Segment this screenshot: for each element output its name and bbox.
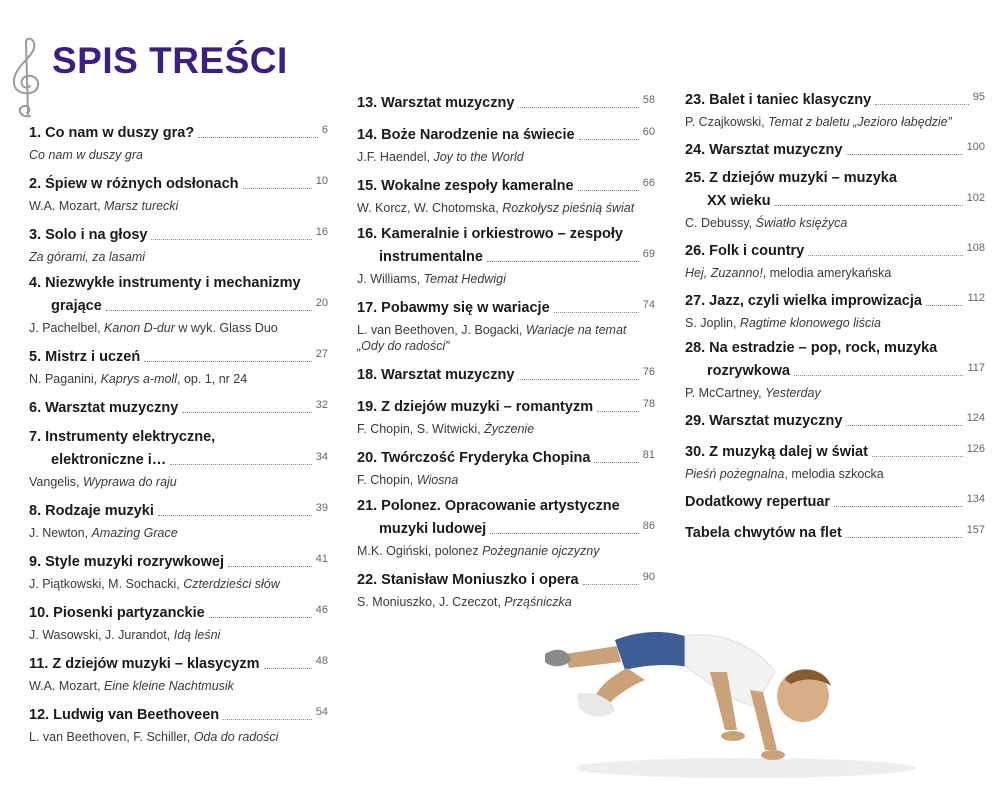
toc-entry [685,439,985,482]
toc-entry [357,295,655,354]
toc-entry [29,600,328,643]
toc-entry-title: Tabela chwytów na flet [685,525,842,541]
breakdancing-boy-photo [535,610,925,785]
toc-entry-title: 15. Wokalne zespoły kameralne [357,178,574,194]
toc-entry-repertoire [29,474,328,490]
toc-entry [357,394,655,437]
composer-credit: J. Williams, [357,272,424,286]
piece-title: Oda do radości [193,730,279,744]
page-number: 41 [315,553,328,565]
toc-entry-title: muzyki ludowej [379,521,487,537]
toc-entry [685,520,985,543]
toc-entry-repertoire [685,315,985,331]
toc-entry-repertoire [357,472,655,488]
dot-leader [170,464,312,465]
composer-credit: , op. 1, nr 24 [177,372,248,386]
composer-credit: W. Korcz, W. Chotomska, [357,201,503,215]
toc-column-2 [357,90,655,618]
toc-entry-repertoire [685,466,985,482]
piece-title: Eine kleine Nachtmusik [104,679,234,693]
toc-entry-title: 11. Z dziejów muzyki – klasycyzm [29,656,260,672]
dot-leader [198,137,318,138]
composer-credit: J.F. Haendel, [357,150,434,164]
page-number: 16 [315,226,328,238]
page-number: 60 [642,126,655,138]
composer-credit: J. Wasowski, J. Jurandot, [29,628,174,642]
page-number: 112 [967,292,985,304]
dot-leader [490,533,639,534]
treble-clef-icon [6,34,50,120]
toc-entry-title: 8. Rodzaje muzyki [29,503,154,519]
toc-entry-title: 3. Solo i na głosy [29,227,148,243]
toc-entry-title: 18. Warsztat muzyczny [357,367,515,383]
page-number: 32 [315,399,328,411]
page-number: 20 [315,297,328,309]
composer-credit: C. Debussy, [685,216,756,230]
composer-credit: , melodia amerykańska [762,266,892,280]
page-number: 34 [315,451,328,463]
toc-entry-title: 13. Warsztat muzyczny [357,95,515,111]
piece-title: Pożegnanie ojczyzny [482,544,600,558]
toc-entry-title: 5. Mistrz i uczeń [29,349,141,365]
composer-credit: N. Paganini, [29,372,101,386]
dot-leader [182,412,311,413]
dot-leader [209,617,312,618]
piece-title: Wiosna [416,473,459,487]
dot-leader [594,462,638,463]
piece-title: Wyprawa do raju [82,475,177,489]
toc-entry-repertoire [29,627,328,643]
toc-entry [685,288,985,331]
toc-entry-repertoire [357,271,655,287]
toc-entry-title: 16. Kameralnie i orkiestrowo – zespoły [357,226,623,242]
toc-entry [29,344,328,387]
toc-entry [685,408,985,431]
toc-entry-repertoire [29,576,328,592]
toc-entry-title: 17. Pobawmy się w wariacje [357,300,550,316]
toc-entry-repertoire [357,594,655,610]
dot-leader [834,506,963,507]
page-number: 48 [315,655,328,667]
toc-entry [29,171,328,214]
toc-column-3 [685,87,985,551]
toc-entry [357,445,655,488]
page-number: 58 [642,94,655,106]
page-number: 74 [642,299,655,311]
toc-entry-title: 25. Z dziejów muzyki – muzyka [685,170,897,186]
composer-credit: L. van Beethoven, J. Bogacki, [357,323,526,337]
toc-entry-title: rozrywkowa [707,363,790,379]
dot-leader [144,361,312,362]
composer-credit: L. van Beethoven, F. Schiller, [29,730,194,744]
toc-entry-title: 24. Warsztat muzyczny [685,142,843,158]
page-number: 10 [315,175,328,187]
composer-credit: J. Newton, [29,526,92,540]
toc-entry-repertoire [685,385,985,401]
piece-title: Czterdzieści słów [183,577,280,591]
toc-entry [357,122,655,165]
toc-entry-repertoire [29,729,328,745]
page-number: 78 [642,398,655,410]
toc-entry-title: 9. Style muzyki rozrywkowej [29,554,225,570]
toc-entry-title: 1. Co nam w duszy gra? [29,125,195,141]
page-number: 86 [642,520,655,532]
page-number: 27 [315,348,328,360]
dot-leader [846,425,962,426]
dot-leader [597,411,639,412]
dot-leader [846,154,962,155]
dot-leader [794,375,963,376]
toc-entry-title: 20. Twórczość Fryderyka Chopina [357,450,591,466]
dot-leader [554,312,639,313]
dot-leader [578,190,639,191]
toc-entry-title: grające [51,298,102,314]
toc-entry-repertoire [685,215,985,231]
composer-credit: W.A. Mozart, [29,679,105,693]
toc-entry-title: 2. Śpiew w różnych odsłonach [29,176,239,192]
toc-entry-title: 23. Balet i taniec klasyczny [685,92,872,108]
toc-entry [685,489,985,512]
toc-entry [685,238,985,281]
toc-entry [357,362,655,385]
piece-title: Co nam w duszy gra [29,148,143,162]
toc-entry-title: 19. Z dziejów muzyki – romantyzm [357,399,594,415]
dot-leader [775,205,963,206]
page-number: 108 [966,242,985,254]
toc-entry-title: instrumentalne [379,249,483,265]
composer-credit: M.K. Ogiński, polonez [357,544,483,558]
page-number: 6 [321,124,328,136]
dot-leader [579,139,639,140]
toc-entry-title: elektroniczne i… [51,452,167,468]
piece-title: Hej, Zuzanno! [685,266,763,280]
toc-entry [357,90,655,113]
page-number: 46 [315,604,328,616]
toc-entry [29,702,328,745]
page-number: 124 [966,412,985,424]
composer-credit: , melodia szkocka [784,467,884,481]
toc-entry [685,87,985,130]
dot-leader [518,107,638,108]
toc-entry-title: 30. Z muzyką dalej w świat [685,444,868,460]
page-number: 90 [642,571,655,583]
page-number: 69 [642,248,655,260]
composer-credit: J. Pachelbel, [29,321,105,335]
toc-entry [29,549,328,592]
dot-leader [872,456,963,457]
toc-entry-title: 12. Ludwig van Beethoveen [29,707,220,723]
page-number: 100 [966,141,985,153]
toc-entry [685,137,985,160]
toc-entry-repertoire [29,147,328,163]
dot-leader [228,566,312,567]
page-title: SPIS TREŚCI [52,40,288,81]
dot-leader [518,379,638,380]
composer-credit: P. Czajkowski, [685,115,769,129]
composer-credit: S. Joplin, [685,316,740,330]
piece-title: Temat Hedwigi [423,272,506,286]
toc-entry-repertoire [29,678,328,694]
composer-credit: F. Chopin, S. Witwicki, [357,422,485,436]
composer-credit: P. McCartney, [685,386,766,400]
toc-entry-repertoire [29,371,328,387]
piece-title: Joy to the World [433,150,524,164]
piece-title: Kanon D-dur [104,321,175,335]
piece-title: Yesterday [765,386,821,400]
toc-entry-title: XX wieku [707,193,771,209]
toc-column-1 [29,120,328,753]
piece-title: Życzenie [484,422,535,436]
page-number: 134 [966,493,985,505]
piece-title: Ragtime klonowego liścia [739,316,881,330]
toc-entry-title: 4. Niezwykłe instrumenty i mechanizmy [29,275,301,291]
page-number: 54 [315,706,328,718]
toc-entry-repertoire [357,200,655,216]
piece-title: Wariacje na temat „Ody do radości” [357,323,627,353]
toc-entry [29,498,328,541]
dot-leader [223,719,312,720]
dot-leader [926,305,964,306]
page-number: 157 [966,524,985,536]
toc-entry [685,338,985,401]
dot-leader [487,261,639,262]
toc-entry-repertoire [357,149,655,165]
toc-entry-title: 10. Piosenki partyzanckie [29,605,205,621]
piece-title: Pieśń pożegnalna [685,467,785,481]
toc-entry [357,173,655,216]
toc-entry-repertoire [29,249,328,265]
dot-leader [243,188,312,189]
piece-title: Światło księżyca [755,216,848,230]
piece-title: Kaprys a-moll [100,372,177,386]
toc-entry-repertoire [357,322,655,354]
toc-entry [29,427,328,490]
toc-entry-repertoire [357,543,655,559]
piece-title: Marsz turecki [104,199,179,213]
page-number: 117 [967,362,985,374]
toc-entry-title: 14. Boże Narodzenie na świecie [357,127,575,143]
dot-leader [846,537,963,538]
toc-entry [685,168,985,231]
toc-entry-repertoire [29,320,328,336]
toc-entry [357,224,655,287]
dot-leader [151,239,311,240]
toc-entry-title: 6. Warsztat muzyczny [29,400,179,416]
dot-leader [264,668,312,669]
composer-credit: w wyk. Glass Duo [174,321,278,335]
piece-title: Za górami, za lasami [29,250,146,264]
page-number: 81 [642,449,655,461]
page-number: 39 [315,502,328,514]
toc-entry [29,273,328,336]
toc-entry-title: 22. Stanisław Moniuszko i opera [357,572,579,588]
toc-entry-repertoire [29,198,328,214]
toc-entry [357,496,655,559]
toc-entry-title: 21. Polonez. Opracowanie artystyczne [357,498,620,514]
dot-leader [808,255,962,256]
piece-title: Prząśniczka [504,595,572,609]
piece-title: Amazing Grace [91,526,178,540]
toc-entry-title: 28. Na estradzie – pop, rock, muzyka [685,340,938,356]
toc-entry-repertoire [685,265,985,281]
page-number: 126 [966,443,985,455]
toc-entry [357,567,655,610]
toc-entry-repertoire [357,421,655,437]
composer-credit: F. Chopin, [357,473,417,487]
toc-entry-title: 7. Instrumenty elektryczne, [29,429,216,445]
dot-leader [875,104,969,105]
piece-title: Rozkołysz pieśnią świat [502,201,635,215]
dot-leader [106,310,312,311]
piece-title: Temat z baletu „Jezioro łabędzie” [768,115,952,129]
toc-entry-repertoire [29,525,328,541]
toc-entry-repertoire [685,114,985,130]
toc-entry-title: 27. Jazz, czyli wielka improwizacja [685,293,922,309]
dot-leader [158,515,312,516]
page-number: 76 [642,366,655,378]
composer-credit: S. Moniuszko, J. Czeczot, [357,595,505,609]
toc-entry [29,222,328,265]
page-number: 102 [966,192,985,204]
toc-entry-title: Dodatkowy repertuar [685,494,831,510]
composer-credit: W.A. Mozart, [29,199,105,213]
page-number: 95 [972,91,985,103]
composer-credit: Vangelis, [29,475,83,489]
composer-credit: J. Piątkowski, M. Sochacki, [29,577,184,591]
toc-entry [29,395,328,418]
toc-entry-title: 29. Warsztat muzyczny [685,413,843,429]
piece-title: Idą leśni [173,628,221,642]
toc-entry [29,651,328,694]
toc-entry-title: 26. Folk i country [685,243,805,259]
toc-entry [29,120,328,163]
page-number: 66 [642,177,655,189]
dot-leader [583,584,639,585]
